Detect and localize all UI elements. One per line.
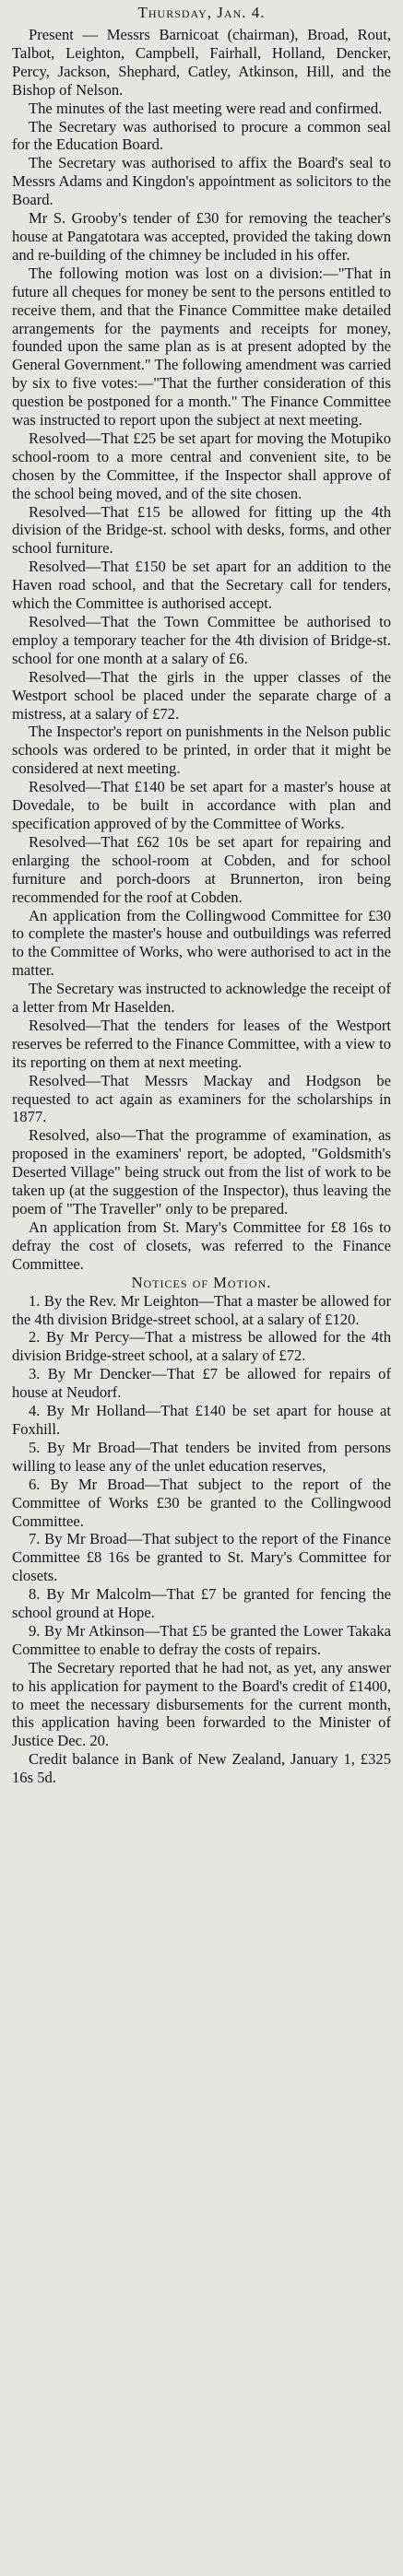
minutes-paragraph: An application from the Collingwood Committee for £30 to complete the master's house and outbuildings was referred to the Committee of Works, who were authorised to act in the matter.: [12, 906, 391, 980]
notice-item: 8. By Mr Malcolm—That £7 be granted for fencing the school ground at Hope.: [12, 1585, 391, 1622]
minutes-body: [12, 26, 391, 1274]
minutes-paragraph: The Secretary was authorised to procure a common seal for the Education Board.: [12, 117, 391, 154]
minutes-paragraph: Present — Messrs Barnicoat (chairman), Broad, Rout, Talbot, Leighton, Campbell, Fairhall, Holland, Dencker, Percy, Jackson, Shephard, Catley, Atkinson, Hill, and the Bishop of Nelson.: [12, 26, 391, 99]
minutes-paragraph: Resolved—That £62 10s be set apart for repairing and enlarging the school-room at Cobden, and for school furniture and porch-doors at Brunnerton, iron being recommended for the roof at Cobden.: [12, 832, 391, 906]
notice-item: 2. By Mr Percy—That a mistress be allowed for the 4th division Bridge-street school, at a salary of £72.: [12, 1328, 391, 1365]
minutes-paragraph: The Secretary was authorised to affix the Board's seal to Messrs Adams and Kingdon's appointment as solicitors to the Board.: [12, 154, 391, 209]
minutes-paragraph: Resolved—That £25 be set apart for moving the Motupiko school-room to a more central and convenient site, to be chosen by the Committee, if the Inspector shall approve of the school being moved, and of the site chosen.: [12, 429, 391, 502]
notice-item: 9. By Mr Atkinson—That £5 be granted the Lower Takaka Committee to enable to defray the costs of repairs.: [12, 1621, 391, 1658]
notice-item: 6. By Mr Broad—That subject to the report of the Committee of Works £30 be granted to the Collingwood Committee.: [12, 1475, 391, 1530]
notices-list: [12, 1292, 391, 1787]
minutes-paragraph: Resolved—That £15 be allowed for fitting up the 4th division of the Bridge-st. school with desks, forms, and other school furniture.: [12, 502, 391, 558]
notice-item: 7. By Mr Broad—That subject to the report of the Finance Committee £8 16s be granted to St. Mary's Committee for closets.: [12, 1530, 391, 1585]
minutes-paragraph: Resolved—That the tenders for leases of the Westport reserves be referred to the Finance Committee, with a view to its reporting on them at next meeting.: [12, 1016, 391, 1071]
minutes-paragraph: Resolved—That Messrs Mackay and Hodgson be requested to act again as examiners for the scholarships in 1877.: [12, 1071, 391, 1126]
minutes-paragraph: Resolved, also—That the programme of examination, as proposed in the examiners' report, be adopted, "Goldsmith's Deserted Village" being struck out from the list of work to be taken up (at the suggestion of the Inspector), thus leaving the poem of "The Traveller" only to be prepared.: [12, 1126, 391, 1217]
minutes-paragraph: The minutes of the last meeting were read and confirmed.: [29, 99, 383, 117]
minutes-paragraph: Resolved—That the Town Committee be authorised to employ a temporary teacher for the 4th division of Bridge-st. school for one month at a salary of £6.: [12, 613, 391, 667]
minutes-paragraph: The Secretary was instructed to acknowledge the receipt of a letter from Mr Haselden.: [12, 980, 391, 1017]
minutes-paragraph: Resolved—That £150 be set apart for an addition to the Haven road school, and that the Secretary call for tenders, which the Committee is authorised accept.: [12, 558, 391, 613]
dateline: Thursday, Jan. 4.: [137, 4, 266, 21]
notices-heading: Notices of Motion.: [131, 1273, 272, 1291]
notice-item: 5. By Mr Broad—That tenders be invited from persons willing to lease any of the unlet education reserves,: [12, 1438, 391, 1475]
notice-item: 4. By Mr Holland—That £140 be set apart for house at Foxhill.: [12, 1402, 391, 1438]
minutes-paragraph: An application from St. Mary's Committee for £8 16s to defray the cost of closets, was referred to the Finance Committee.: [12, 1217, 391, 1273]
minutes-paragraph: Resolved—That £140 be set apart for a master's house at Dovedale, to be built in accordance with plan and specification approved of by the Committee of Works.: [12, 778, 391, 832]
minutes-paragraph: The following motion was lost on a division:—"That in future all cheques for money be sent to the persons entitled to receive them, and that the Finance Committee make detailed arrangements for the payments and receipts for money, founded upon the same plan as is at present adopted by the General Government." The following amendment was carried by six to five votes:—"That the further consideration of this question be postponed for a month." The Finance Committee was instructed to report upon the subject at next meeting.: [12, 264, 391, 429]
notice-item: 3. By Mr Dencker—That £7 be allowed for repairs of house at Neudorf.: [12, 1365, 391, 1402]
minutes-paragraph: Mr S. Grooby's tender of £30 for removing the teacher's house at Pangatotara was accepted, provided the taking down and re-building of the chimney be included in his offer.: [12, 209, 391, 264]
notice-item: The Secretary reported that he had not, as yet, any answer to his application for payment to the Board's credit of £1400, to meet the necessary disbursements for the current month, this application having been forwarded to the Minister of Justice Dec. 20.: [12, 1658, 391, 1750]
notice-item: Credit balance in Bank of New Zealand, January 1, £325 16s 5d.: [12, 1750, 391, 1787]
notice-item: 1. By the Rev. Mr Leighton—That a master be allowed for the 4th division Bridge-street school, at a salary of £120.: [12, 1291, 391, 1328]
minutes-paragraph: The Inspector's report on punishments in the Nelson public schools was ordered to be printed, in order that it might be considered at next meeting.: [12, 723, 391, 778]
minutes-paragraph: Resolved—That the girls in the upper classes of the Westport school be placed under the separate charge of a mistress, at a salary of £72.: [12, 667, 391, 723]
